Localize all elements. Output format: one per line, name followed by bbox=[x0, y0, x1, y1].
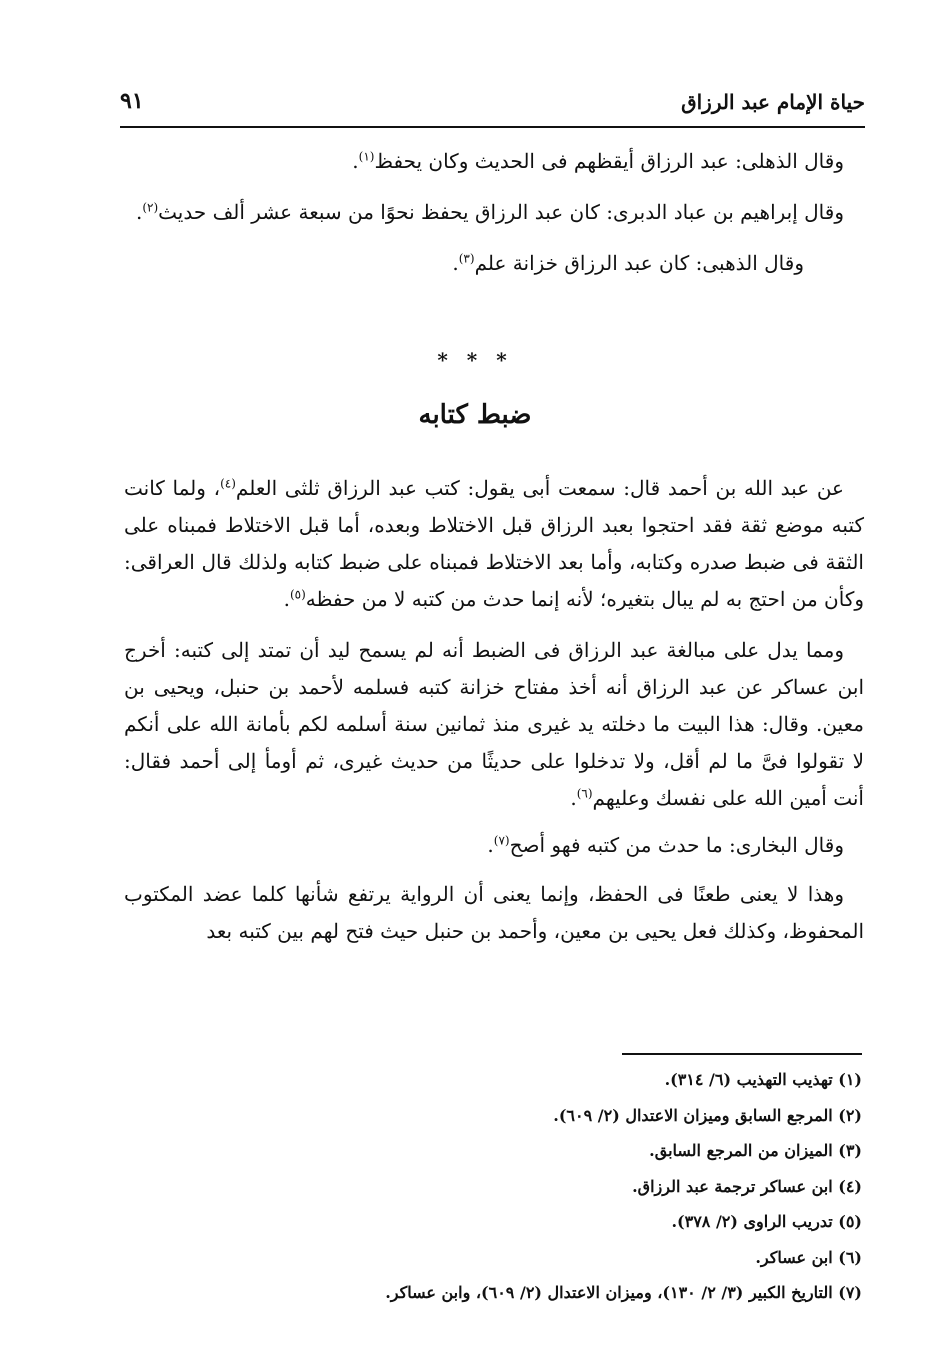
footnote-ref: (٢) bbox=[142, 200, 159, 215]
footnote-ref: (٧) bbox=[493, 833, 510, 848]
section-separator: * * * bbox=[437, 348, 513, 372]
footnote-ref: (٦) bbox=[576, 786, 593, 801]
footnote-6: (٦) ابن عساكر. bbox=[755, 1247, 862, 1267]
footnote-ref: (٤) bbox=[220, 476, 236, 491]
page-header bbox=[120, 84, 865, 124]
section-body bbox=[124, 470, 864, 950]
paragraph-dhuhli: وقال الذهلى: عبد الرزاق أيقظهم فى الحديث وكان يحفظ$^{(١)}$. bbox=[352, 149, 844, 173]
paragraph-dhahabi: وقال الذهبى: كان عبد الرزاق خزانة علم$^{(٣)}$. bbox=[452, 251, 804, 275]
footnote-rule bbox=[622, 1053, 862, 1055]
footnote-7: (٧) التاريخ الكبير (٣/ ٢/ ١٣٠)، وميزان الاعتدال (٢/ ٦٠٩)، وابن عساكر. bbox=[385, 1283, 862, 1302]
paragraph-hifz: وهذا لا يعنى طعنًا فى الحفظ، وإنما يعنى أن الرواية يرتفع شأنها كلما عضد المكتوب المحفوظ، وكذلك فعل يحيى بن معين، وأحمد بن حنبل حيث فتح لهم بين كتبه بعد bbox=[124, 882, 864, 943]
page-number: ٩١ bbox=[120, 88, 144, 114]
running-title: حياة الإمام عبد الرزاق bbox=[681, 90, 865, 114]
header-rule bbox=[120, 126, 865, 128]
paragraph-ibn-asakir: ومما يدل على مبالغة عبد الرزاق فى الضبط أنه لم يسمح ليد أن تمتد إلى كتبه: أخرج ابن عساكر عن عبد الرزاق أنه أخذ مفتاح خزانة كتبه فسلمه لأحمد بن حنبل، ويحيى بن معين. وقال: هذا البيت ما دخلته يد غيرى منذ ثمانين سنة أسلمه لكم بأمانة الله على أنكم لا تقولوا فىَّ ما لم أقل، ولا تدخلوا على حديثًا من حديث غيرى، ثم أومأ إلى أحمد فقال: أنت أمين الله على نفسك وعليهم$^{(٦)}$. bbox=[124, 638, 864, 810]
footnote-3: (٣) الميزان من المرجع السابق. bbox=[649, 1141, 862, 1160]
footnote-2: (٢) المرجع السابق وميزان الاعتدال (٢/ ٦٠٩). bbox=[553, 1105, 862, 1125]
footnote-4: (٤) ابن عساكر ترجمة عبد الرزاق. bbox=[632, 1176, 862, 1196]
paragraph-dabari: وقال إبراهيم بن عباد الدبرى: كان عبد الرزاق يحفظ نحوًا من سبعة عشر ألف حديث$^{(٢)}$. bbox=[135, 200, 844, 224]
paragraph-abdullah: عن عبد الله بن أحمد قال: سمعت أبى يقول: كتب عبد الرزاق ثلثى العلم$^{(٤)}$، ولما كانت كتبه موضع ثقة فقد احتجوا بعبد الرزاق قبل الاختلاط وبعده، أما قبل الاختلاط فمبناه على الثقة فى ضبط صدره وكتابه، وأما بعد الاختلاط فمبناه على ضبط كتابه ولذلك قال العراقى: وكأن من احتج به لم يبال بتغيره؛ لأنه إنما حدث من كتبه لا من حفظه$^{(٥)}$. bbox=[124, 476, 864, 611]
footnotes bbox=[122, 1062, 862, 1311]
footnote-ref: (٥) bbox=[289, 587, 306, 602]
footnote-ref: (٣) bbox=[458, 251, 475, 266]
footnote-5: (٥) تدريب الراوى (٢/ ٣٧٨). bbox=[671, 1212, 862, 1231]
paragraph-bukhari: وقال البخارى: ما حدث من كتبه فهو أصح$^{(٧)}$. bbox=[487, 833, 844, 857]
opening-quotes bbox=[124, 143, 864, 282]
footnote-ref: (١) bbox=[358, 149, 375, 164]
footnote-1: (١) تهذيب التهذيب (٦/ ٣١٤). bbox=[664, 1070, 862, 1089]
section-heading: ضبط كتابه bbox=[418, 400, 532, 430]
